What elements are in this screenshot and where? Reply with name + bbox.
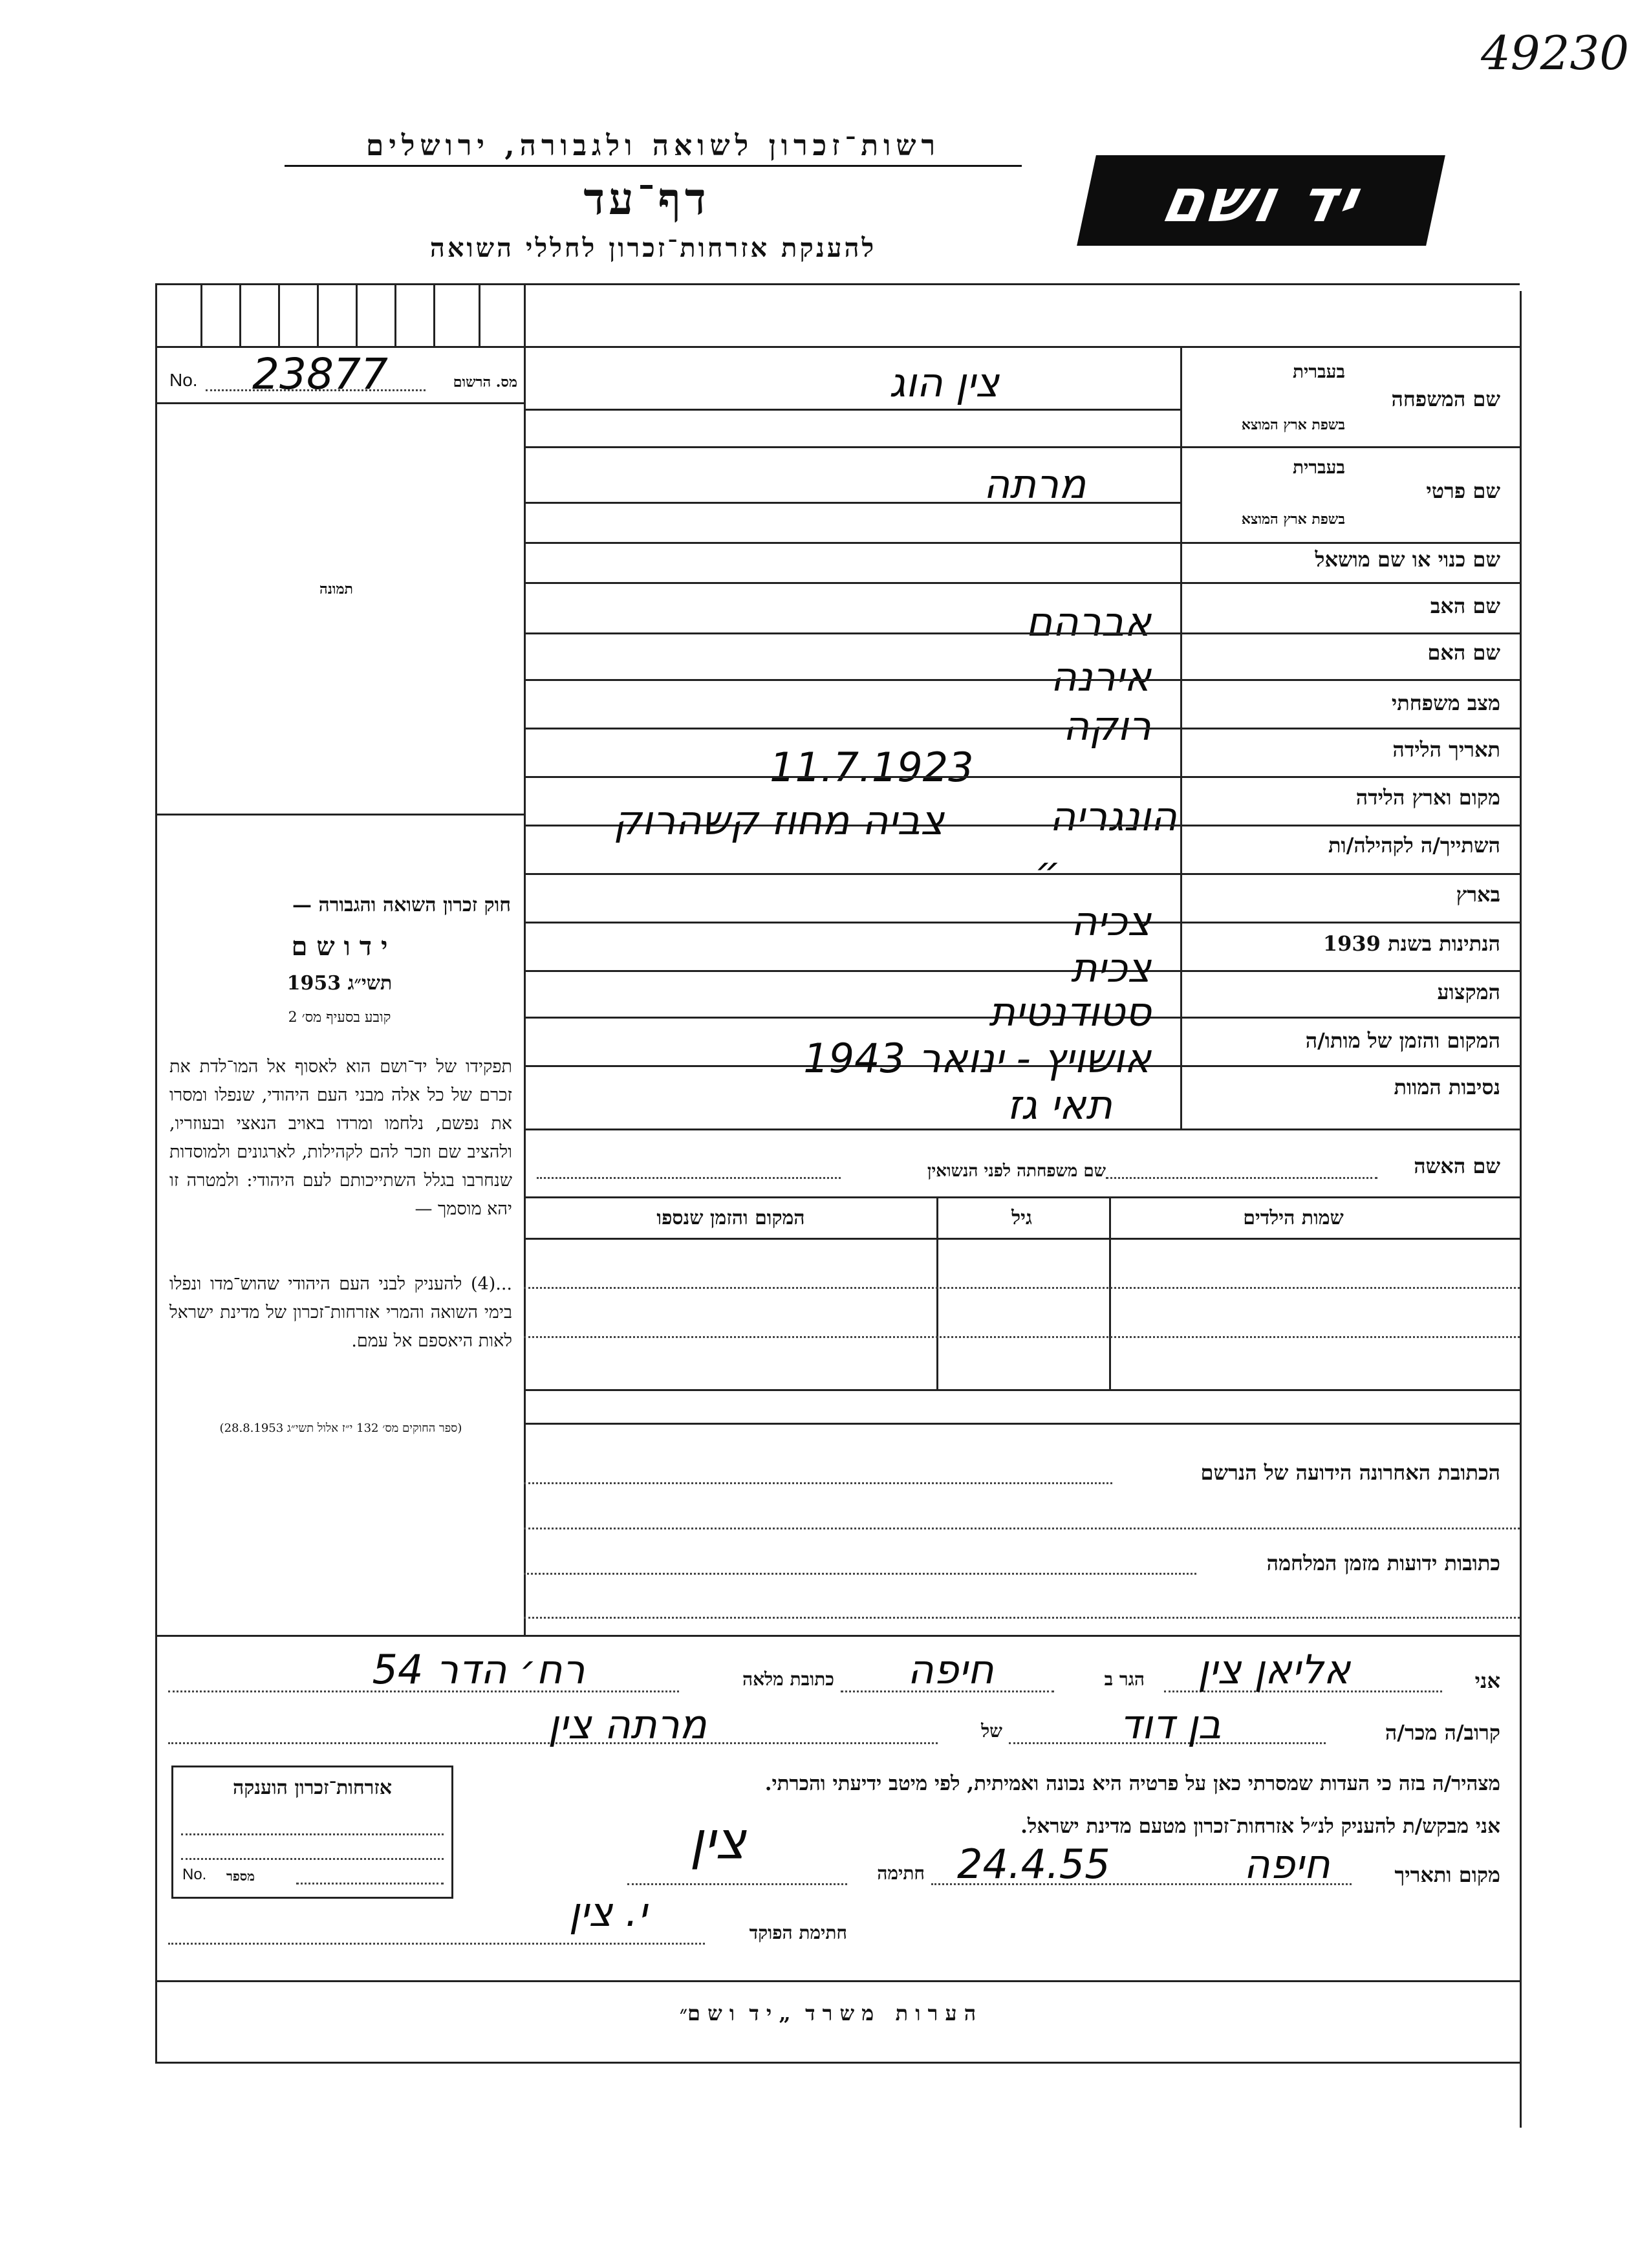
declarant-signature: צין bbox=[689, 1811, 746, 1871]
family-name-label: שם המשפחה bbox=[1391, 387, 1500, 411]
law-name: י ד ו ש ם bbox=[291, 931, 388, 962]
wife-label: שם האשה bbox=[1414, 1154, 1500, 1178]
wife-maiden-label: שם משפחתה לפני הנשואין bbox=[927, 1161, 1106, 1181]
grant-box-title: אזרחות־זכרון הוענקה bbox=[232, 1777, 393, 1799]
children-place-header: המקום והזמן שנספו bbox=[656, 1207, 805, 1229]
date-value: 24.4.55 bbox=[957, 1841, 1110, 1888]
law-paragraph-2: ...(4) להעניק לבני העם היהודי שהוש־מדו ונפלו בימי השואה והמרי אזרחות־זכרון של מדינת ישראל לאות היאספם אל עמם. bbox=[169, 1274, 512, 1351]
mother-label: שם האם bbox=[1427, 640, 1500, 665]
declarant-name: אליאן צין bbox=[1197, 1646, 1351, 1693]
logo-text: יד ושם bbox=[1156, 166, 1366, 235]
declarant-lives-label: הגר ב bbox=[1104, 1669, 1145, 1690]
death-extra-value: תאי גז bbox=[1007, 1081, 1112, 1129]
father-value: אברהם bbox=[1026, 598, 1151, 645]
death-place-value: סטודנטית bbox=[989, 988, 1151, 1035]
of-label: של bbox=[981, 1720, 1002, 1742]
officer-signature: י. צין bbox=[568, 1888, 647, 1936]
grant-box-number-label: מספר bbox=[226, 1868, 255, 1884]
relation-value: בן דוד bbox=[1119, 1701, 1222, 1748]
community-value: צביה מחוז קשהרוק bbox=[613, 797, 944, 844]
profession-label: המקצוע bbox=[1437, 980, 1500, 1004]
marital-label: מצב משפחתי bbox=[1391, 691, 1500, 715]
relation-label: קרוב/ה מכר/ה bbox=[1385, 1720, 1500, 1745]
declaration-text: מצהיר/ה בזה כי העדות שמסרתי כאן על פרטיה היא נכונה ואמיתית, לפי מיטב ידיעתי והכרתי. bbox=[764, 1772, 1500, 1795]
place-value: חיפה bbox=[1244, 1841, 1330, 1888]
children-names-header: שמות הילדים bbox=[1243, 1207, 1344, 1229]
signature-label: חתימה bbox=[877, 1863, 925, 1884]
mother-value: אירנה bbox=[1050, 653, 1151, 700]
declarant-i-label: אני bbox=[1474, 1669, 1500, 1693]
family-name-origin-label: בשפת ארץ המוצא bbox=[1241, 416, 1345, 433]
profession-value: צכית bbox=[1070, 944, 1151, 991]
place-date-label: מקום ותאריך bbox=[1394, 1863, 1500, 1887]
first-name-hebrew-label: בעברית bbox=[1292, 457, 1345, 478]
birth-date-label: תאריך הלידה bbox=[1392, 737, 1500, 762]
law-citation: (ספר החוקים מס׳ 132 י״ז אלול תשי״ג 28.8.1953) bbox=[219, 1421, 462, 1435]
marital-value: רוקה bbox=[1063, 702, 1151, 750]
country-label: בארץ bbox=[1456, 882, 1500, 907]
grant-box-no-label: No. bbox=[182, 1866, 207, 1883]
father-label: שם האב bbox=[1430, 594, 1500, 618]
law-year: תשי״ג 1953 bbox=[286, 972, 393, 995]
birth-date-value: 11.7.1923 bbox=[770, 744, 974, 791]
death-place-label: המקום והזמן של מותו/ה bbox=[1305, 1028, 1500, 1053]
registration-no-label: No. bbox=[169, 370, 198, 390]
law-paragraph-1: תפקידו של יד־ושם הוא לאסוף אל המו־לדת את זכרם של כל אלה מבני העם היהודי, שנפלו ומסרו את נפשם, נלחמו ומרדו באויב הנאצי ובעוזריו, ולהציב שם וזכר להם לקהילות, לארגונים ולמוסדות שנחרבו בגלל השתייכותם לעם היהודי: ולמטרה זו יהא מוסמך — bbox=[169, 1057, 512, 1219]
family-name-value: צין הוג bbox=[889, 359, 1000, 406]
declarant-address-label: כתובת מלאה bbox=[742, 1669, 834, 1690]
first-name-value: מרתה bbox=[983, 460, 1086, 508]
birth-place-label: מקום וארץ הלידה bbox=[1355, 785, 1500, 810]
children-age-header: גיל bbox=[1011, 1207, 1032, 1229]
country-value: ״ bbox=[1035, 847, 1061, 894]
officer-signature-label: חתימת הפוקד bbox=[749, 1922, 847, 1943]
grant-box bbox=[171, 1766, 453, 1899]
form-subtitle: להענקת אזרחות־זכרון לחללי השואה bbox=[429, 233, 877, 263]
first-name-origin-label: בשפת ארץ המוצא bbox=[1241, 511, 1345, 528]
alias-label: שם כנוי או שם מושאל bbox=[1315, 547, 1500, 572]
war-addresses-label: כתובות ידועות מזמן המלחמה bbox=[1266, 1551, 1500, 1575]
birth-place-value: הונגריה bbox=[1049, 793, 1177, 840]
death-circumstances-value: אושויץ - ינואר 1943 bbox=[803, 1035, 1151, 1082]
registration-number: 23877 bbox=[252, 349, 388, 399]
law-title: חוק זכרון השואה והגבורה — bbox=[292, 894, 511, 916]
family-name-hebrew-label: בעברית bbox=[1292, 361, 1345, 382]
office-notes-heading: ה ע ר ו ת מ ש ר ד „ י ד ו ש ם״ bbox=[679, 2001, 976, 2025]
citizenship-value: צכיה bbox=[1071, 898, 1151, 945]
citizenship-label: הנתינות בשנת 1939 bbox=[1322, 931, 1500, 956]
request-text: אני מבקש/ת להעניק לנ״ל אזרחות־זכרון מטעם מדינת ישראל. bbox=[1020, 1815, 1500, 1838]
of-name-value: מרתה צין bbox=[548, 1701, 707, 1748]
death-circumstances-label: נסיבות המוות bbox=[1394, 1075, 1500, 1099]
photo-label: תמונה bbox=[319, 581, 353, 598]
declarant-address: רח׳ הדר 54 bbox=[372, 1646, 585, 1693]
first-name-label: שם פרטי bbox=[1426, 479, 1500, 503]
archive-number: 49230 bbox=[1481, 26, 1629, 80]
law-clause: קובע בסעיף מס׳ 2 bbox=[288, 1010, 391, 1026]
form-title: דף־עד bbox=[583, 173, 710, 225]
registration-label: מס. הרשום bbox=[453, 374, 517, 391]
authority-title: רשות־זכרון לשואה ולגבורה, ירושלים bbox=[285, 129, 1022, 167]
community-label: השתייך/ה לקהילה/ות bbox=[1328, 833, 1500, 858]
declarant-city: חיפה bbox=[907, 1646, 994, 1693]
last-address-label: הכתובת האחרונה הידועה של הנרשם bbox=[1200, 1460, 1500, 1485]
yad-vashem-logo bbox=[1077, 155, 1445, 246]
